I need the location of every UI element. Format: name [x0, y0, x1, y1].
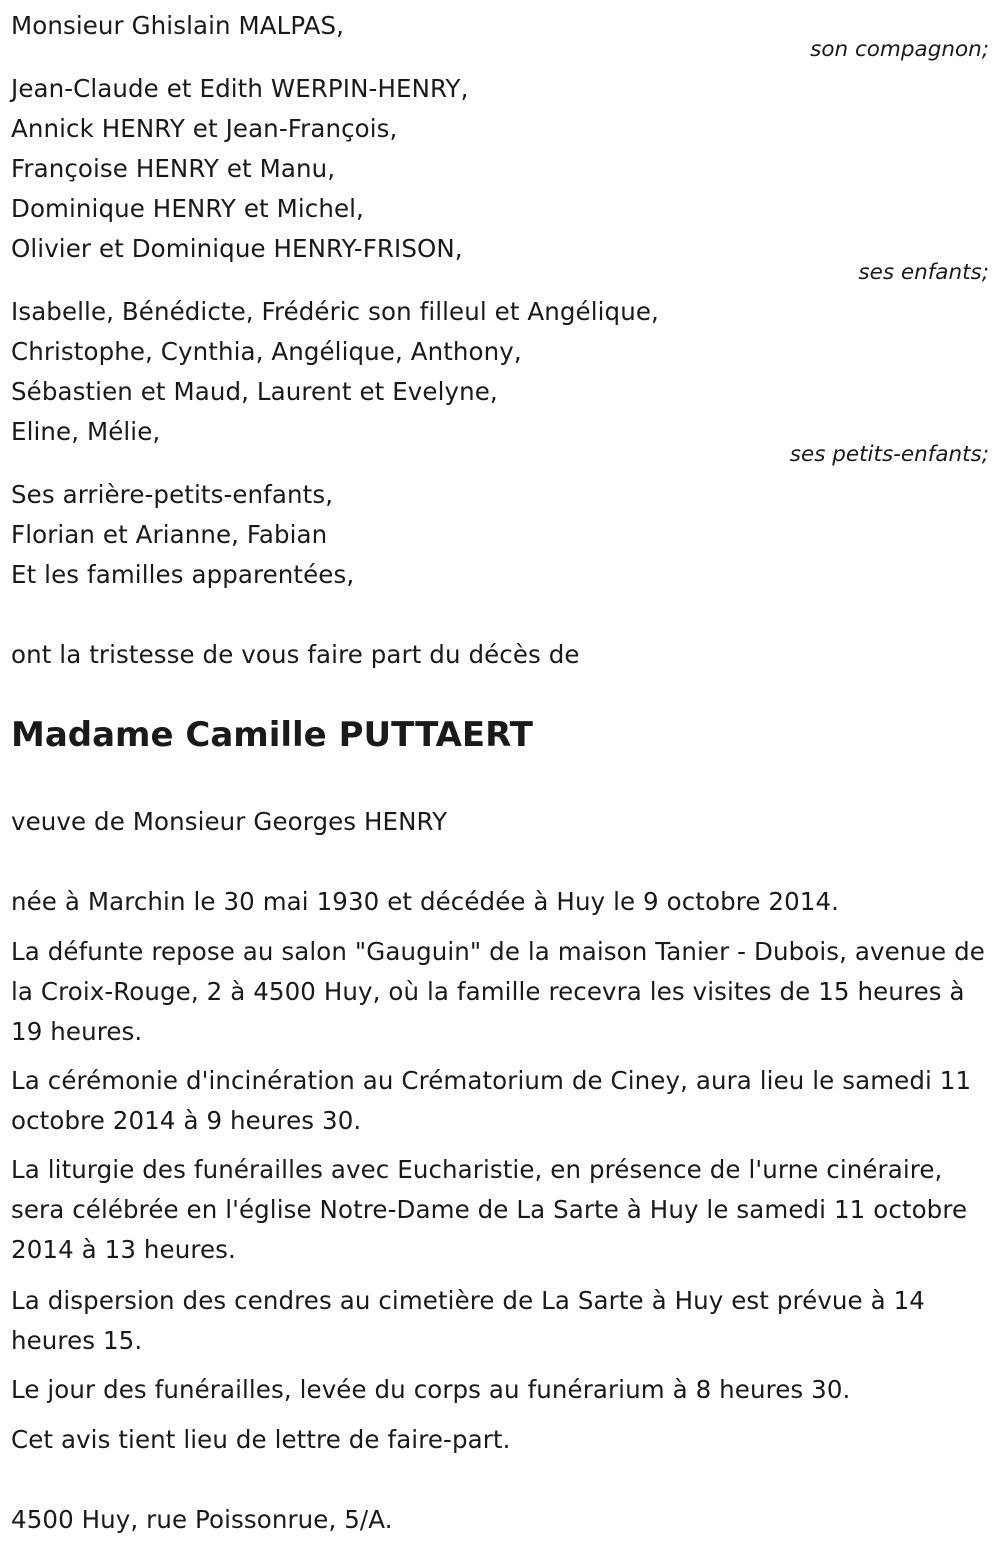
great-grandchild-line: Et les familles apparentées,	[11, 560, 355, 589]
liturgy-paragraph: La liturgie des funérailles avec Eucharistie, en présence de l'urne cinéraire, sera célébrée en l'église Notre-Dame de La Sarte à Huy le samedi 11 octobre 2014 à 13 heures.	[11, 1155, 968, 1264]
grandchild-line: Christophe, Cynthia, Angélique, Anthony,	[11, 337, 522, 366]
family-address: 4500 Huy, rue Poissonrue, 5/A.	[11, 1505, 393, 1534]
partner-role: son compagnon;	[810, 37, 989, 62]
deceased-name: Madame Camille PUTTAERT	[11, 715, 534, 755]
grandchild-line: Eline, Mélie,	[11, 417, 161, 446]
partner-line: Monsieur Ghislain MALPAS,	[11, 11, 345, 40]
birth-death-text: née à Marchin le 30 mai 1930 et décédée à Huy le 9 octobre 2014.	[11, 887, 840, 916]
children-role: ses enfants;	[858, 260, 989, 285]
great-grandchild-line: Florian et Arianne, Fabian	[11, 520, 328, 549]
grandchild-line: Isabelle, Bénédicte, Frédéric son filleul et Angélique,	[11, 297, 659, 326]
funeral-day-paragraph: Le jour des funérailles, levée du corps au funérarium à 8 heures 30.	[11, 1375, 851, 1404]
child-line: Françoise HENRY et Manu,	[11, 154, 336, 183]
children-section	[11, 69, 989, 269]
notice-paragraph: Cet avis tient lieu de lettre de faire-part.	[11, 1425, 511, 1454]
child-line: Dominique HENRY et Michel,	[11, 194, 364, 223]
child-line: Jean-Claude et Edith WERPIN-HENRY,	[11, 74, 469, 103]
grandchildren-role: ses petits-enfants;	[789, 442, 989, 467]
cremation-paragraph: La cérémonie d'incinération au Crématorium de Ciney, aura lieu le samedi 11 octobre 2014 à 9 heures 30.	[11, 1066, 972, 1135]
great-grandchild-line: Ses arrière-petits-enfants,	[11, 480, 334, 509]
child-line: Olivier et Dominique HENRY-FRISON,	[11, 234, 463, 263]
visitation-paragraph: La défunte repose au salon "Gauguin" de la maison Tanier - Dubois, avenue de la Croix-Rouge, 2 à 4500 Huy, où la famille recevra les visites de 15 heures à 19 heures.	[11, 937, 985, 1046]
ashes-dispersal-paragraph: La dispersion des cendres au cimetière de La Sarte à Huy est prévue à 14 heures 15.	[11, 1286, 925, 1355]
widow-of-text: veuve de Monsieur Georges HENRY	[11, 807, 448, 836]
announcement-text: ont la tristesse de vous faire part du décès de	[11, 640, 580, 669]
grandchildren-section	[11, 292, 989, 452]
great-grandchildren-section	[11, 475, 989, 595]
child-line: Annick HENRY et Jean-François,	[11, 114, 398, 143]
grandchild-line: Sébastien et Maud, Laurent et Evelyne,	[11, 377, 498, 406]
